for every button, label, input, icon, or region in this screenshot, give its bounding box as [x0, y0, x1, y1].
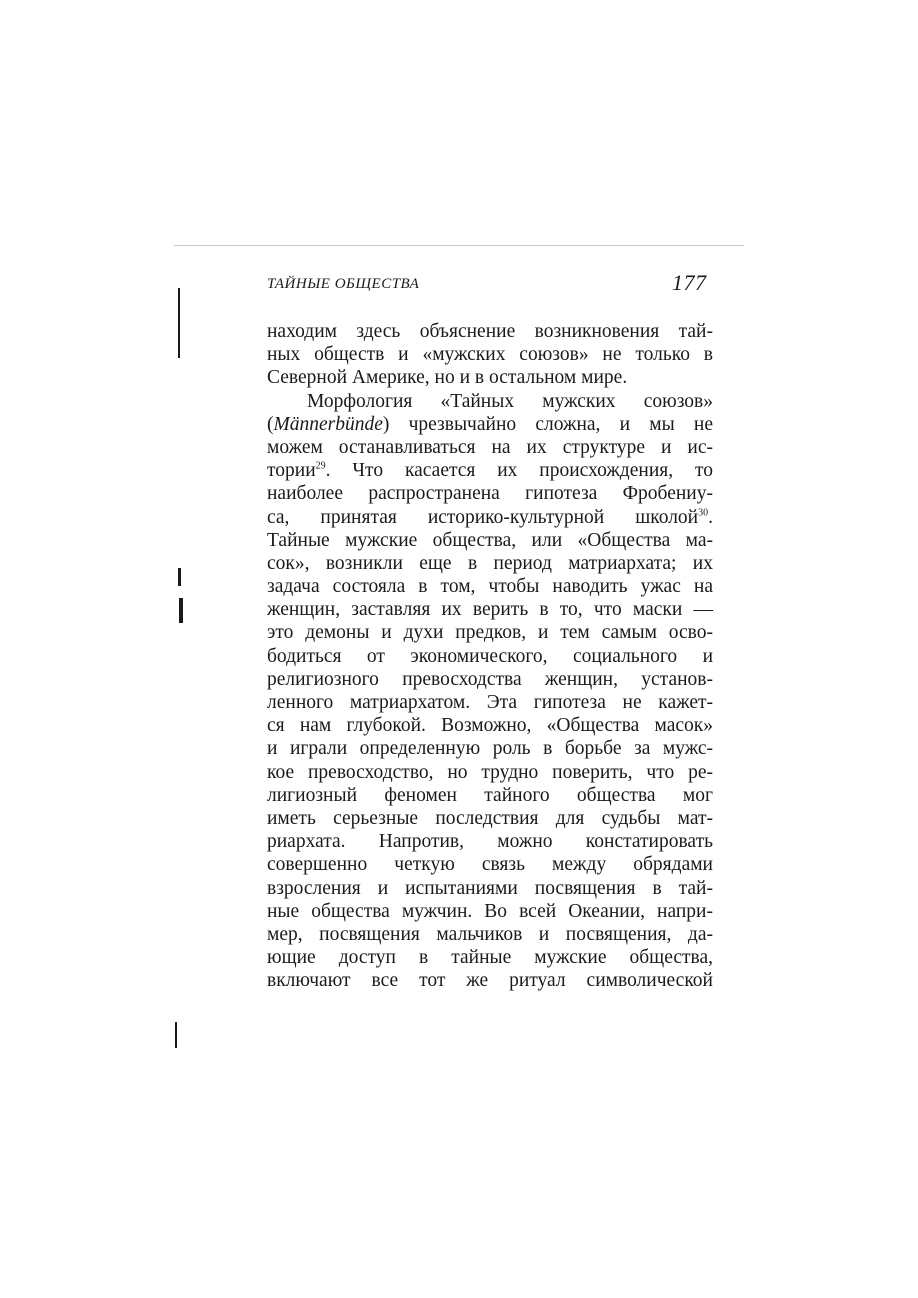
text-line: сок», возникли еще в период матриархата; их: [267, 552, 713, 574]
page-number: 177: [672, 270, 707, 295]
text-line: Морфология «Тайных мужских союзов»: [307, 390, 713, 412]
text-line: можем останавливаться на их структуре и ис-: [267, 436, 713, 458]
italic-term: Männerbünde: [273, 413, 383, 435]
text-line: Северной Америке, но и в остальном мире.: [267, 367, 628, 389]
text-line: (Männerbünde) чрезвычайно сложна, и мы не: [267, 413, 713, 435]
margin-mark: [179, 598, 183, 623]
text-line: кое превосходство, но трудно поверить, что ре-: [267, 761, 713, 783]
text-line: лигиозный феномен тайного общества мог: [267, 784, 713, 806]
text-line: находим здесь объяснение возникновения тай-: [267, 321, 713, 342]
text-line: риархата. Напротив, можно констатировать: [267, 831, 713, 853]
text-line: совершенно четкую связь между обрядами: [267, 854, 713, 876]
text-line: Тайные мужские общества, или «Общества ма-: [267, 529, 713, 551]
text-line: ся нам глубокой. Возможно, «Общества масок»: [267, 715, 713, 737]
text-line: ных обществ и «мужских союзов» не только в: [267, 344, 713, 366]
text-line: ющие доступ в тайные мужские общества,: [267, 947, 713, 969]
text-line: са, принятая историко-культурной школой$^{30}$.: [267, 506, 713, 528]
text-line: задача состояла в том, чтобы наводить ужас на: [267, 576, 713, 598]
margin-mark: [175, 1022, 177, 1048]
body-text: [267, 320, 713, 992]
text-line: взросления и испытаниями посвящения в тай-: [267, 877, 713, 899]
text-line: тории$^{29}$. Что касается их происхождения, то: [267, 460, 713, 482]
text-line: иметь серьезные последствия для судьбы мат-: [267, 807, 713, 829]
text-line: бодиться от экономического, социального и: [267, 645, 713, 667]
text-line: включают все тот же ритуал символической: [267, 970, 713, 992]
text-line: религиозного превосходства женщин, установ-: [267, 668, 713, 690]
footnote-ref[interactable]: 30: [698, 507, 709, 518]
text-line: ленного матриархатом. Эта гипотеза не кажет-: [267, 692, 713, 713]
text-line: наиболее распространена гипотеза Фробениу-: [267, 483, 713, 505]
text-line: женщин, заставляя их верить в то, что маски —: [267, 599, 713, 621]
top-rule: [174, 245, 744, 246]
margin-mark: [178, 568, 181, 586]
running-title: ТАЙНЫЕ ОБЩЕСТВА: [267, 276, 420, 292]
text-line: и играли определенную роль в борьбе за мужс-: [267, 738, 713, 760]
margin-mark: [178, 288, 180, 358]
footnote-ref[interactable]: 29: [315, 460, 326, 472]
text-line: мер, посвящения мальчиков и посвящения, да-: [267, 923, 713, 945]
text-line: ные общества мужчин. Во всей Океании, напри-: [267, 900, 713, 922]
text-line: это демоны и духи предков, и тем самым осво-: [267, 622, 713, 644]
